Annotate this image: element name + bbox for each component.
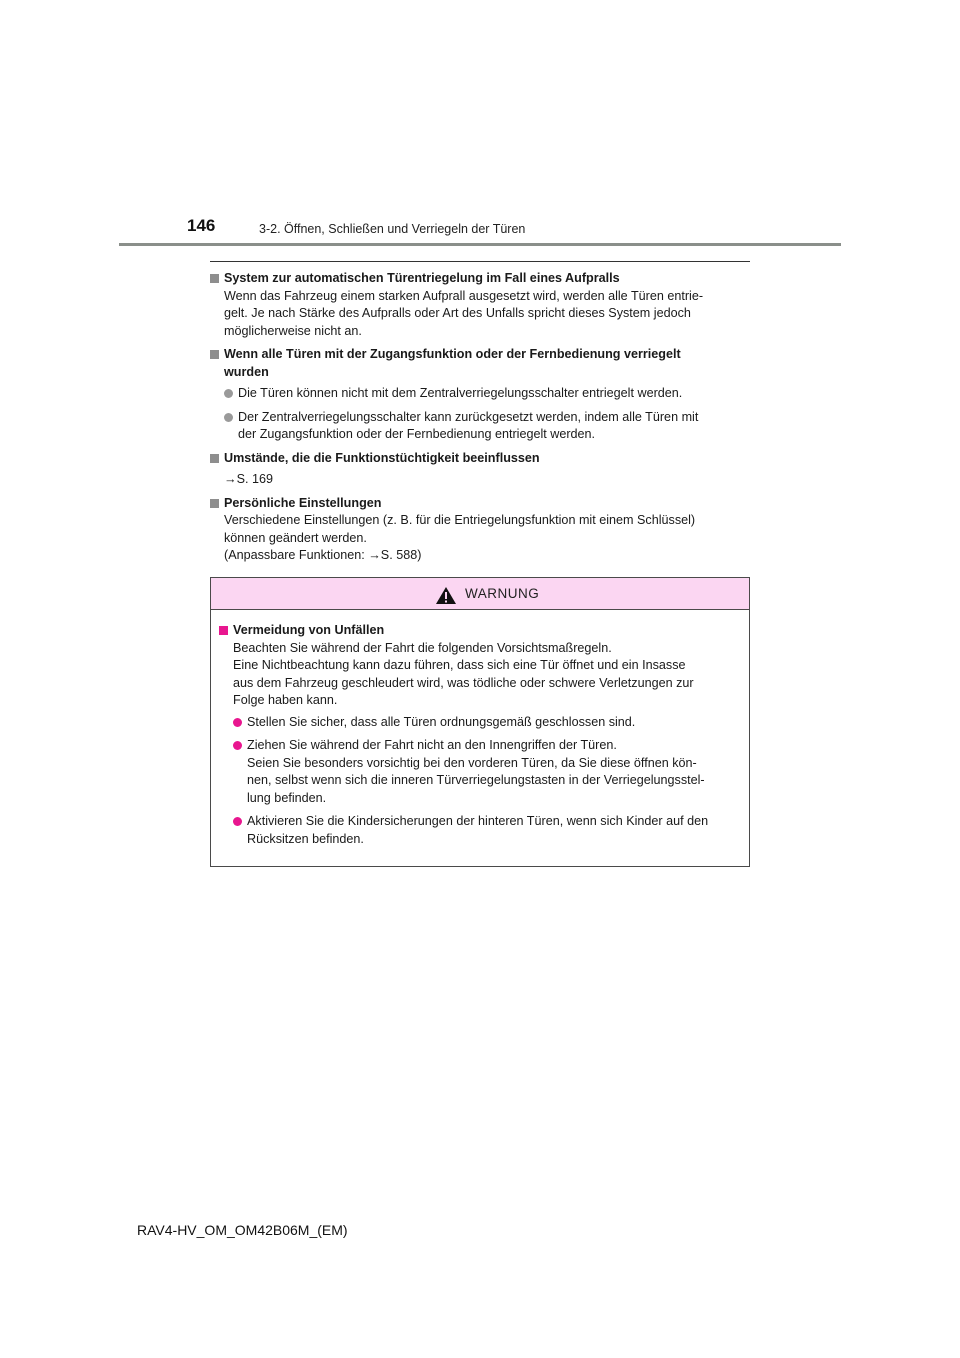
content-top-rule: [210, 261, 750, 262]
item-heading: Persönliche Einstellungen: [210, 495, 750, 513]
round-bullet-icon: [233, 741, 242, 750]
body-line: gelt. Je nach Stärke des Aufpralls oder Art des Unfalls spricht dieses System jedoch: [224, 306, 691, 320]
list-item: Stellen Sie sicher, dass alle Türen ordnungsgemäß geschlossen sind.: [219, 714, 741, 732]
header-rule: [119, 243, 841, 246]
round-bullet-icon: [224, 413, 233, 422]
round-bullet-icon: [233, 718, 242, 727]
body-line: können geändert werden.: [224, 530, 367, 545]
warning-header: [211, 578, 749, 610]
page-reference: →S. 169: [224, 472, 274, 486]
item-heading: Wenn alle Türen mit der Zugangsfunktion oder der Fernbedienung verriegelt wurden: [210, 346, 750, 381]
item-heading: System zur automatischen Türentriegelung im Fall eines Aufpralls: [210, 270, 750, 288]
page-header: [0, 0, 960, 250]
square-bullet-icon: [219, 626, 228, 635]
body-line: Eine Nichtbeachtung kann dazu führen, dass sich eine Tür öffnet und ein Insasse: [233, 658, 686, 672]
item-heading: Umstände, die die Funktionstüchtigkeit beeinflussen: [210, 450, 750, 468]
square-bullet-icon: [210, 274, 219, 283]
footer-code: RAV4-HV_OM_OM42B06M_(EM): [137, 1222, 348, 1238]
item-personal-settings: [210, 495, 750, 565]
square-bullet-icon: [210, 454, 219, 463]
warning-label: WARNUNG: [465, 586, 540, 601]
warning-triangle-icon: [435, 586, 457, 605]
main-content: [210, 261, 750, 571]
body-line: aus dem Fahrzeug geschleudert wird, was tödliche oder schwere Verletzungen zur: [233, 675, 694, 690]
item-body: [219, 640, 741, 710]
round-bullet-icon: [233, 817, 242, 826]
body-line: möglicherweise nicht an.: [224, 323, 362, 338]
list-item: Der Zentralverriegelungsschalter kann zurückgesetzt werden, indem alle Türen mit der Zugangsfunktion oder der Fernbedienung entriegelt werden.: [210, 409, 750, 444]
square-bullet-icon: [210, 350, 219, 359]
list-item: Die Türen können nicht mit dem Zentralverriegelungsschalter entriegelt werden.: [210, 385, 750, 403]
list-item: Aktivieren Sie die Kindersicherungen der hinteren Türen, wenn sich Kinder auf den Rücksitzen befinden.: [219, 813, 741, 848]
warning-body: [211, 610, 749, 848]
round-bullet-icon: [224, 389, 233, 398]
item-conditions: [210, 450, 750, 489]
body-line: Folge haben kann.: [233, 693, 338, 707]
item-body: [210, 288, 750, 341]
page-number: 146: [187, 216, 216, 235]
item-body: [210, 512, 750, 565]
warning-box: [210, 577, 750, 867]
body-line: Beachten Sie während der Fahrt die folgenden Vorsichtsmaßregeln.: [233, 640, 612, 655]
item-locked-doors: [210, 346, 750, 444]
body-line: Verschiedene Einstellungen (z. B. für die Entriegelungsfunktion mit einem Schlüssel): [224, 513, 696, 527]
body-line: Wenn das Fahrzeug einem starken Aufprall ausgesetzt wird, werden alle Türen entrie-: [224, 288, 704, 303]
item-crash-unlock: [210, 270, 750, 340]
warning-item: [219, 622, 741, 848]
body-line: (Anpassbare Funktionen: →S. 588): [224, 548, 422, 562]
section-title: 3-2. Öffnen, Schließen und Verriegeln der Türen: [259, 222, 526, 236]
item-body: [210, 471, 750, 489]
list-item: Ziehen Sie während der Fahrt nicht an den Innengriffen der Türen. Seien Sie besonders vorsichtig bei den vorderen Türen, da Sie diese öffnen kön- nen, selbst wenn sich die inneren Türverriegelungstasten in der Verriegelungsstel- lung befinden.: [219, 737, 741, 807]
square-bullet-icon: [210, 499, 219, 508]
item-heading: Vermeidung von Unfällen: [219, 622, 741, 640]
